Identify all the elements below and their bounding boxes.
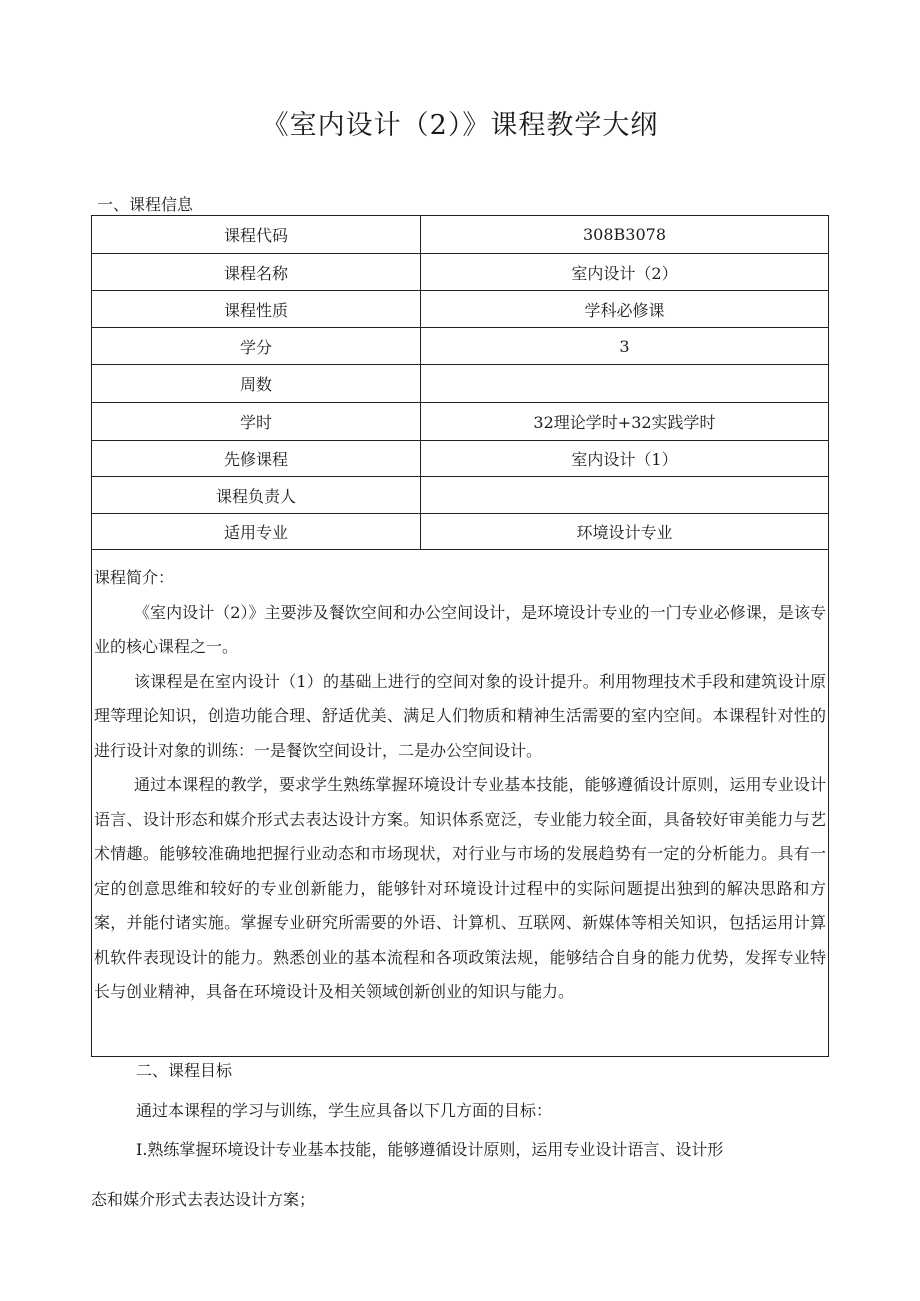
course-intro-box <box>91 548 829 1057</box>
row-label: 先修课程 <box>92 441 421 477</box>
course-info-table <box>91 215 829 550</box>
table-row <box>92 328 829 365</box>
intro-paragraph-2: 该课程是在室内设计（1）的基础上进行的空间对象的设计提升。利用物理技术手段和建筑设计原理等理论知识，创造功能合理、舒适优美、满足人们物质和精神生活需要的室内空间。本课程针对性的进行设计对象的训练：一是餐饮空间设计，二是办公空间设计。 <box>94 671 826 760</box>
section-heading-course-goals: 二、课程目标 <box>136 1061 233 1080</box>
row-value: 3 <box>421 328 829 365</box>
row-value: 32理论学时+32实践学时 <box>421 403 829 441</box>
table-row <box>92 365 829 403</box>
row-value: 308B3078 <box>421 216 829 254</box>
row-label: 学分 <box>92 328 421 365</box>
goal-intro-text: 通过本课程的学习与训练，学生应具备以下几方面的目标： <box>136 1101 553 1120</box>
table-row <box>92 403 829 441</box>
table-row <box>92 441 829 477</box>
row-value: 学科必修课 <box>421 291 829 328</box>
row-value: 室内设计（2） <box>421 254 829 291</box>
row-label: 课程名称 <box>92 254 421 291</box>
intro-paragraph-1: 《室内设计（2）》主要涉及餐饮空间和办公空间设计，是环境设计专业的一门专业必修课，是该专业的核心课程之一。 <box>94 602 826 656</box>
intro-paragraph-3: 通过本课程的教学，要求学生熟练掌握环境设计专业基本技能，能够遵循设计原则，运用专业设计语言、设计形态和媒介形式去表达设计方案。知识体系宽泛，专业能力较全面，具备较好审美能力与艺术情趣。能够较准确地把握行业动态和市场现状，对行业与市场的发展趋势有一定的分析能力。具有一定的创意思维和较好的专业创新能力，能够针对环境设计过程中的实际问题提出独到的解决思路和方案，并能付诸实施。掌握专业研究所需要的外语、计算机、互联网、新媒体等相关知识，包括运用计算机软件表现设计的能力。熟悉创业的基本流程和各项政策法规，能够结合自身的能力优势，发挥专业特长与创业精神，具备在环境设计及相关领域创新创业的知识与能力。 <box>94 775 826 1001</box>
table-row <box>92 216 829 254</box>
row-label: 课程性质 <box>92 291 421 328</box>
section-heading-course-info: 一、课程信息 <box>97 195 194 214</box>
table-row <box>92 514 829 550</box>
row-label: 周数 <box>92 365 421 403</box>
table-row <box>92 477 829 514</box>
row-label: 学时 <box>92 403 421 441</box>
document-title: 《室内设计（2）》课程教学大纲 <box>261 110 659 141</box>
row-label: 适用专业 <box>92 514 421 550</box>
row-label: 课程负责人 <box>92 477 421 514</box>
row-value: 环境设计专业 <box>421 514 829 550</box>
intro-label: 课程简介： <box>94 568 175 587</box>
table-row <box>92 291 829 328</box>
row-value <box>421 477 829 514</box>
row-label: 课程代码 <box>92 216 421 254</box>
table-row <box>92 254 829 291</box>
row-value <box>421 365 829 403</box>
row-value: 室内设计（1） <box>421 441 829 477</box>
goal-1-line-1: I.熟练掌握环境设计专业基本技能，能够遵循设计原则，运用专业设计语言、设计形 <box>136 1140 724 1159</box>
goal-1-line-2: 态和媒介形式去表达设计方案； <box>91 1190 316 1209</box>
